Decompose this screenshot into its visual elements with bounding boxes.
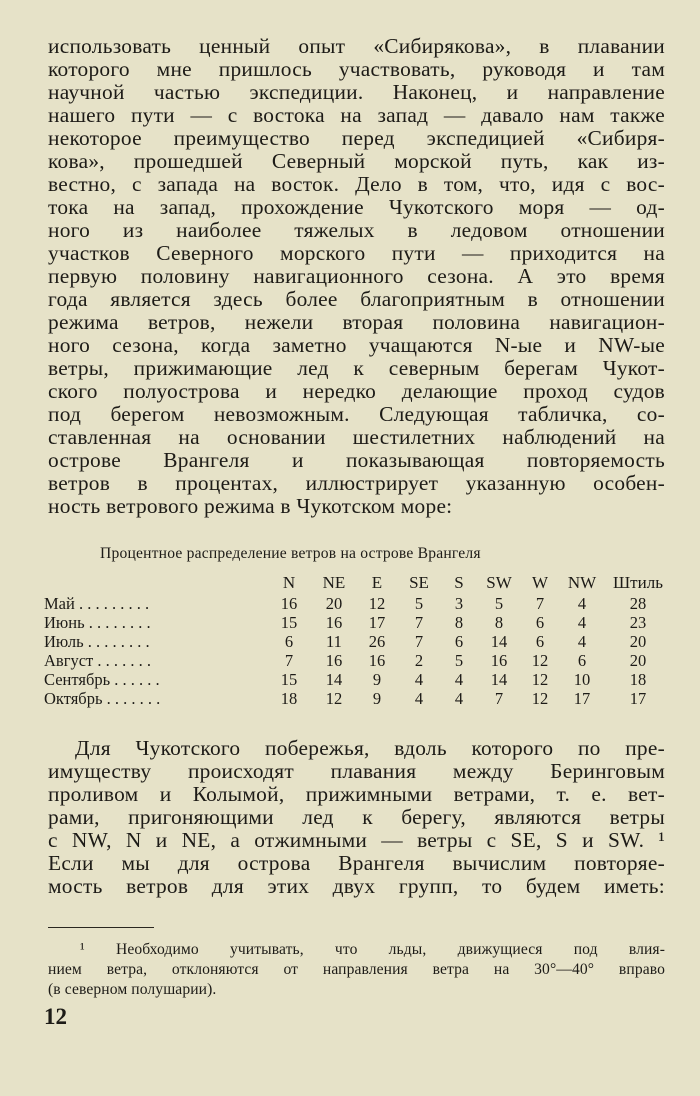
value-cell: 6 xyxy=(535,632,545,651)
value-cell: 12 xyxy=(531,670,549,689)
value-cell: 16 xyxy=(325,651,343,670)
value-cell: 20 xyxy=(325,594,343,613)
value-cell: 28 xyxy=(629,594,647,613)
value-cell: 18 xyxy=(280,689,298,708)
text-line: которого мне пришлось участвовать, руководя и там xyxy=(48,57,665,81)
footnote xyxy=(48,940,665,1000)
table-row xyxy=(44,670,672,689)
value-cell: 4 xyxy=(454,689,464,708)
value-cell: 12 xyxy=(325,689,343,708)
value-cell: 9 xyxy=(372,689,382,708)
table-row xyxy=(44,632,672,651)
column-header: W xyxy=(531,573,549,592)
value-cell: 12 xyxy=(531,651,549,670)
value-cell: 4 xyxy=(414,670,424,689)
table-caption: Процентное распределение ветров на острове Врангеля xyxy=(100,545,481,562)
text-line: некоторое преимущество перед экспедицией «Сибиря- xyxy=(48,126,665,150)
value-cell: 15 xyxy=(280,613,298,632)
month-cell: Июнь . . . . . . . . xyxy=(44,613,151,632)
text-line: Для Чукотского побережья, вдоль которого по пре- xyxy=(75,736,665,760)
value-cell: 16 xyxy=(325,613,343,632)
text-line: проливом и Колымой, прижимными ветрами, т. е. вет- xyxy=(48,782,665,806)
paragraph-coast xyxy=(48,737,665,898)
value-cell: 15 xyxy=(280,670,298,689)
text-line: ного из наиболее тяжелых в ледовом отношении xyxy=(48,218,665,242)
value-cell: 6 xyxy=(535,613,545,632)
value-cell: 7 xyxy=(494,689,504,708)
text-line: режима ветров, нежели вторая половина навигацион- xyxy=(48,310,665,334)
month-cell: Май . . . . . . . . . xyxy=(44,594,150,613)
text-line: первую половину навигационного сезона. А это время xyxy=(48,264,665,288)
column-header: SE xyxy=(409,573,429,592)
text-line: ского полуострова и нередко делающие проход судов xyxy=(48,379,665,403)
value-cell: 14 xyxy=(325,670,343,689)
value-cell: 7 xyxy=(414,613,424,632)
month-cell: Сентябрь . . . . . . xyxy=(44,670,160,689)
text-line: ного сезона, когда заметно учащаются N-ые и NW-ые xyxy=(48,333,665,357)
value-cell: 12 xyxy=(368,594,386,613)
month-cell: Июль . . . . . . . . xyxy=(44,632,150,651)
text-line: с NW, N и NE, а отжимными — ветры с SE, S и SW. ¹ xyxy=(48,828,665,852)
value-cell: 4 xyxy=(577,594,587,613)
value-cell: 16 xyxy=(490,651,508,670)
page-number: 12 xyxy=(44,1004,67,1029)
value-cell: 8 xyxy=(494,613,504,632)
value-cell: 4 xyxy=(577,632,587,651)
value-cell: 17 xyxy=(368,613,386,632)
value-cell: 17 xyxy=(629,689,647,708)
table-row xyxy=(44,689,672,708)
table-row xyxy=(44,651,672,670)
column-header: S xyxy=(454,573,464,592)
text-line: кова», прошедшей Северный морской путь, как из- xyxy=(48,149,665,173)
text-line: участков Северного морского пути — приходится на xyxy=(48,241,665,265)
text-line: ставленная на основании шестилетних наблюдений на xyxy=(48,425,665,449)
table-row xyxy=(44,613,672,632)
column-header: Штиль xyxy=(613,573,663,592)
value-cell: 14 xyxy=(490,670,508,689)
text-line: мость ветров для этих двух групп, то будем иметь: xyxy=(48,874,665,898)
table-row xyxy=(44,594,672,613)
month-cell: Август . . . . . . . xyxy=(44,651,152,670)
text-line: острове Врангеля и показывающая повторяемость xyxy=(48,448,665,472)
column-header: E xyxy=(371,573,383,592)
text-line: рами, пригоняющими лед к берегу, являются ветры xyxy=(48,805,665,829)
text-line: ветры, прижимающие лед к северным берегам Чукот- xyxy=(48,356,665,380)
value-cell: 4 xyxy=(454,670,464,689)
footnote-line: (в северном полушарии). xyxy=(48,981,217,998)
month-cell: Октябрь . . . . . . . xyxy=(44,689,161,708)
column-header: SW xyxy=(486,573,512,592)
text-line: нашего пути — с востока на запад — давало нам также xyxy=(48,103,665,127)
value-cell: 6 xyxy=(577,651,587,670)
column-header: NE xyxy=(322,573,346,592)
wind-distribution-table xyxy=(44,571,672,708)
footnote-divider xyxy=(48,927,154,928)
text-line: под берегом невозможным. Следующая табличка, со- xyxy=(48,402,665,426)
column-header: N xyxy=(282,573,296,592)
value-cell: 16 xyxy=(280,594,298,613)
text-line: имуществу происходят плавания между Беринговым xyxy=(48,759,665,783)
value-cell: 7 xyxy=(535,594,545,613)
value-cell: 8 xyxy=(454,613,464,632)
value-cell: 14 xyxy=(490,632,508,651)
value-cell: 11 xyxy=(326,632,342,651)
table-header-row xyxy=(44,571,672,594)
text-line: вестно, с запада на восток. Дело в том, что, идя с вос- xyxy=(48,172,665,196)
value-cell: 20 xyxy=(629,632,647,651)
footnote-line: нием ветра, отклоняются от направления ветра на 30°—40° вправо xyxy=(48,961,665,978)
value-cell: 5 xyxy=(494,594,504,613)
text-line: ность ветрового режима в Чукотском море: xyxy=(48,494,453,518)
text-line: научной частью экспедиции. Наконец, и направление xyxy=(48,80,665,104)
value-cell: 6 xyxy=(284,632,294,651)
value-cell: 26 xyxy=(368,632,386,651)
value-cell: 20 xyxy=(629,651,647,670)
value-cell: 6 xyxy=(454,632,464,651)
value-cell: 12 xyxy=(531,689,549,708)
value-cell: 3 xyxy=(454,594,464,613)
paragraph-intro xyxy=(48,35,665,518)
text-line: тока на запад, прохождение Чукотского моря — од- xyxy=(48,195,665,219)
column-header: NW xyxy=(567,573,597,592)
value-cell: 16 xyxy=(368,651,386,670)
text-line: года является здесь более благоприятным в отношении xyxy=(48,287,665,311)
text-line: Если мы для острова Врангеля вычислим повторяе- xyxy=(48,851,665,875)
text-line: ветров в процентах, иллюстрирует указанную особен- xyxy=(48,471,665,495)
value-cell: 2 xyxy=(414,651,424,670)
value-cell: 7 xyxy=(284,651,294,670)
value-cell: 4 xyxy=(577,613,587,632)
value-cell: 5 xyxy=(414,594,424,613)
header-spacer xyxy=(44,571,266,594)
value-cell: 23 xyxy=(629,613,647,632)
footnote-line: ¹ Необходимо учитывать, что льды, движущиеся под влия- xyxy=(80,941,665,958)
value-cell: 17 xyxy=(573,689,591,708)
value-cell: 4 xyxy=(414,689,424,708)
value-cell: 9 xyxy=(372,670,382,689)
text-line: использовать ценный опыт «Сибирякова», в плавании xyxy=(48,34,665,58)
value-cell: 5 xyxy=(454,651,464,670)
value-cell: 7 xyxy=(414,632,424,651)
value-cell: 10 xyxy=(573,670,591,689)
value-cell: 18 xyxy=(629,670,647,689)
